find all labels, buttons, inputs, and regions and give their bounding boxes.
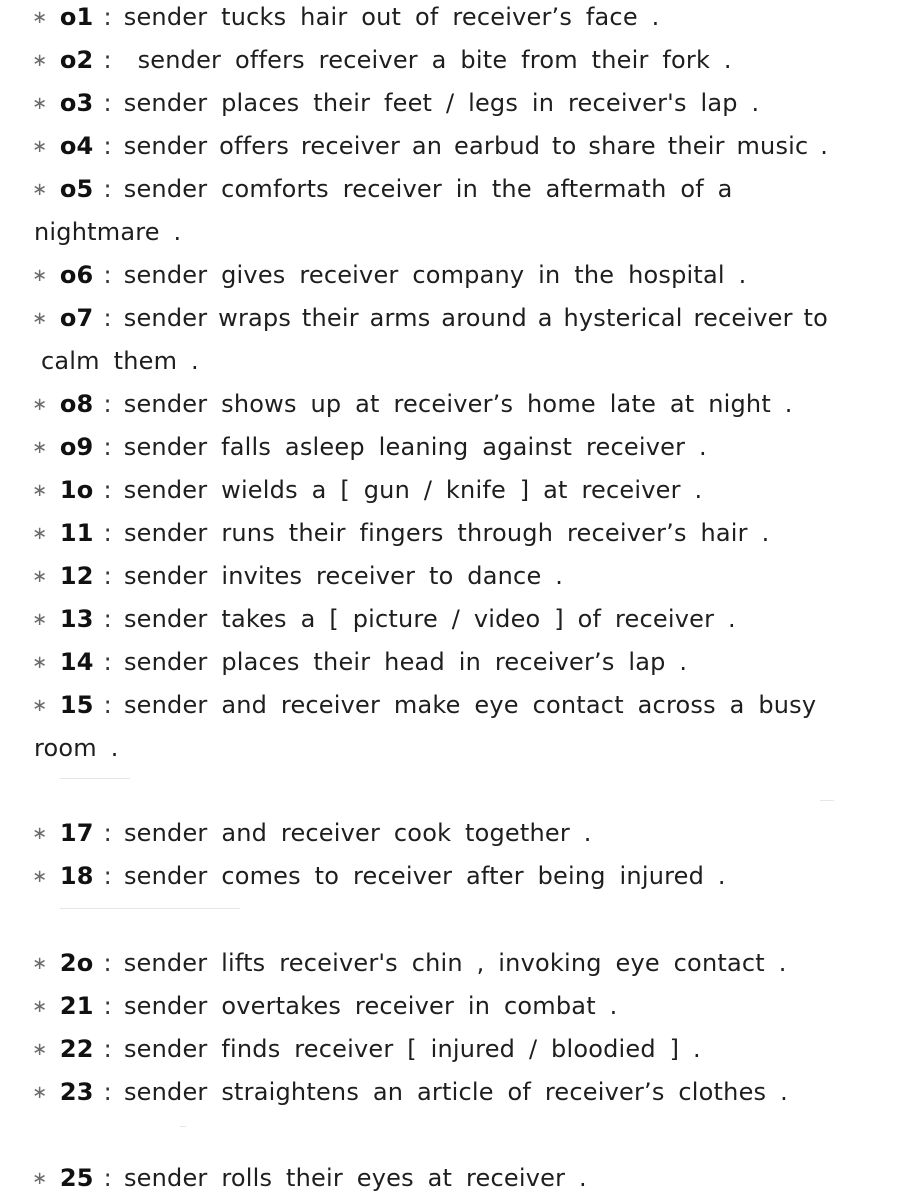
prompt-number: o1 bbox=[59, 3, 94, 31]
prompt-continuation-15: room . bbox=[34, 734, 119, 762]
prompt-text: sender gives receiver company in the hospital . bbox=[123, 261, 747, 289]
prompt-number: o2 bbox=[59, 46, 94, 74]
prompt-text: sender places their head in receiver’s lap . bbox=[123, 648, 688, 676]
colon-separator: : bbox=[103, 1164, 112, 1192]
prompt-item-18 bbox=[0, 855, 922, 898]
bullet-icon: ∗ bbox=[32, 480, 48, 501]
prompt-item-21 bbox=[0, 985, 922, 1028]
prompt-item-2o bbox=[0, 942, 922, 985]
prompt-text: sender offers receiver a bite from their fork . bbox=[123, 46, 732, 74]
colon-separator: : bbox=[103, 132, 112, 160]
colon-separator: : bbox=[103, 3, 112, 31]
prompt-number: o5 bbox=[59, 175, 94, 203]
colon-separator: : bbox=[103, 648, 112, 676]
bullet-icon: ∗ bbox=[32, 609, 48, 630]
bullet-icon: ∗ bbox=[32, 437, 48, 458]
prompt-continuation-o5: nightmare . bbox=[34, 218, 182, 246]
prompt-item-15 bbox=[0, 684, 922, 727]
prompt-text: sender tucks hair out of receiver’s face . bbox=[123, 3, 660, 31]
prompt-number: 18 bbox=[59, 862, 94, 890]
prompt-text: sender places their feet / legs in receiver's lap . bbox=[123, 89, 760, 117]
prompt-item-o1 bbox=[0, 0, 922, 39]
prompt-number: 1o bbox=[59, 476, 94, 504]
prompt-item-o9 bbox=[0, 426, 922, 469]
prompt-text: sender straightens an article of receiver’s clothes . bbox=[123, 1078, 788, 1106]
prompt-item-22 bbox=[0, 1028, 922, 1071]
prompt-text: sender shows up at receiver’s home late at night . bbox=[123, 390, 793, 418]
prompt-item-14 bbox=[0, 641, 922, 684]
prompt-number: o6 bbox=[59, 261, 94, 289]
prompt-text: sender comes to receiver after being injured . bbox=[123, 862, 726, 890]
prompt-item-1o bbox=[0, 469, 922, 512]
prompt-item-13 bbox=[0, 598, 922, 641]
prompt-text: sender takes a [ picture / video ] of receiver . bbox=[123, 605, 736, 633]
colon-separator: : bbox=[103, 862, 112, 890]
prompt-number: o7 bbox=[59, 304, 94, 332]
colon-separator: : bbox=[103, 304, 112, 332]
prompt-text: sender wraps their arms around a hysterical receiver to bbox=[123, 304, 828, 332]
bullet-icon: ∗ bbox=[32, 996, 48, 1017]
colon-separator: : bbox=[103, 390, 112, 418]
prompt-item-o3 bbox=[0, 82, 922, 125]
prompt-number: 14 bbox=[59, 648, 94, 676]
prompt-item-o4 bbox=[0, 125, 922, 168]
prompt-number: 23 bbox=[59, 1078, 94, 1106]
prompt-number: 25 bbox=[59, 1164, 94, 1192]
prompt-text: sender wields a [ gun / knife ] at receiver . bbox=[123, 476, 703, 504]
colon-separator: : bbox=[103, 476, 112, 504]
prompt-number: 22 bbox=[59, 1035, 94, 1063]
prompt-text: sender offers receiver an earbud to share their music . bbox=[123, 132, 829, 160]
prompt-text: sender invites receiver to dance . bbox=[123, 562, 564, 590]
bullet-icon: ∗ bbox=[32, 136, 48, 157]
prompt-item-12 bbox=[0, 555, 922, 598]
bullet-icon: ∗ bbox=[32, 308, 48, 329]
colon-separator: : bbox=[103, 1078, 112, 1106]
colon-separator: : bbox=[103, 433, 112, 461]
bullet-icon: ∗ bbox=[32, 823, 48, 844]
prompt-number: o8 bbox=[59, 390, 94, 418]
bullet-icon: ∗ bbox=[32, 566, 48, 587]
erased-line-mark bbox=[820, 800, 834, 801]
colon-separator: : bbox=[103, 605, 112, 633]
colon-separator: : bbox=[103, 46, 112, 74]
prompt-text: sender rolls their eyes at receiver . bbox=[123, 1164, 587, 1192]
erased-line-mark bbox=[60, 908, 240, 909]
prompt-item-25 bbox=[0, 1157, 922, 1200]
bullet-icon: ∗ bbox=[32, 652, 48, 673]
colon-separator: : bbox=[103, 949, 112, 977]
prompt-item-17 bbox=[0, 812, 922, 855]
prompt-continuation-o7: calm them . bbox=[41, 347, 199, 375]
prompt-number: 15 bbox=[59, 691, 94, 719]
erased-line-mark bbox=[60, 778, 130, 779]
prompt-number: o9 bbox=[59, 433, 94, 461]
prompt-number: o4 bbox=[59, 132, 94, 160]
prompt-number: 21 bbox=[59, 992, 94, 1020]
bullet-icon: ∗ bbox=[32, 179, 48, 200]
prompt-number: o3 bbox=[59, 89, 94, 117]
bullet-icon: ∗ bbox=[32, 695, 48, 716]
prompt-text: sender finds receiver [ injured / bloodied ] . bbox=[123, 1035, 701, 1063]
prompt-item-o6 bbox=[0, 254, 922, 297]
bullet-icon: ∗ bbox=[32, 1082, 48, 1103]
prompt-text: sender lifts receiver's chin , invoking eye contact . bbox=[123, 949, 787, 977]
prompt-item-o5 bbox=[0, 168, 922, 211]
prompt-item-o7 bbox=[0, 297, 922, 340]
prompt-item-o2 bbox=[0, 39, 922, 82]
bullet-icon: ∗ bbox=[32, 1039, 48, 1060]
prompt-item-23 bbox=[0, 1071, 922, 1114]
prompt-item-o8 bbox=[0, 383, 922, 426]
colon-separator: : bbox=[103, 992, 112, 1020]
bullet-icon: ∗ bbox=[32, 93, 48, 114]
colon-separator: : bbox=[103, 175, 112, 203]
colon-separator: : bbox=[103, 819, 112, 847]
bullet-icon: ∗ bbox=[32, 394, 48, 415]
colon-separator: : bbox=[103, 562, 112, 590]
prompt-item-11 bbox=[0, 512, 922, 555]
prompt-number: 11 bbox=[59, 519, 94, 547]
bullet-icon: ∗ bbox=[32, 7, 48, 28]
prompt-text: sender falls asleep leaning against receiver . bbox=[123, 433, 707, 461]
bullet-icon: ∗ bbox=[32, 523, 48, 544]
erased-line-mark bbox=[180, 1126, 186, 1127]
bullet-icon: ∗ bbox=[32, 50, 48, 71]
prompt-text: sender and receiver make eye contact across a busy bbox=[123, 691, 817, 719]
prompt-number: 2o bbox=[59, 949, 94, 977]
prompt-text: sender overtakes receiver in combat . bbox=[123, 992, 618, 1020]
colon-separator: : bbox=[103, 89, 112, 117]
colon-separator: : bbox=[103, 1035, 112, 1063]
prompt-text: sender and receiver cook together . bbox=[123, 819, 592, 847]
bullet-icon: ∗ bbox=[32, 265, 48, 286]
colon-separator: : bbox=[103, 691, 112, 719]
prompt-text: sender comforts receiver in the aftermath of a bbox=[123, 175, 733, 203]
colon-separator: : bbox=[103, 519, 112, 547]
colon-separator: : bbox=[103, 261, 112, 289]
bullet-icon: ∗ bbox=[32, 1168, 48, 1189]
prompt-text: sender runs their fingers through receiver’s hair . bbox=[123, 519, 770, 547]
prompt-number: 17 bbox=[59, 819, 94, 847]
prompt-number: 12 bbox=[59, 562, 94, 590]
prompt-number: 13 bbox=[59, 605, 94, 633]
bullet-icon: ∗ bbox=[32, 866, 48, 887]
bullet-icon: ∗ bbox=[32, 953, 48, 974]
